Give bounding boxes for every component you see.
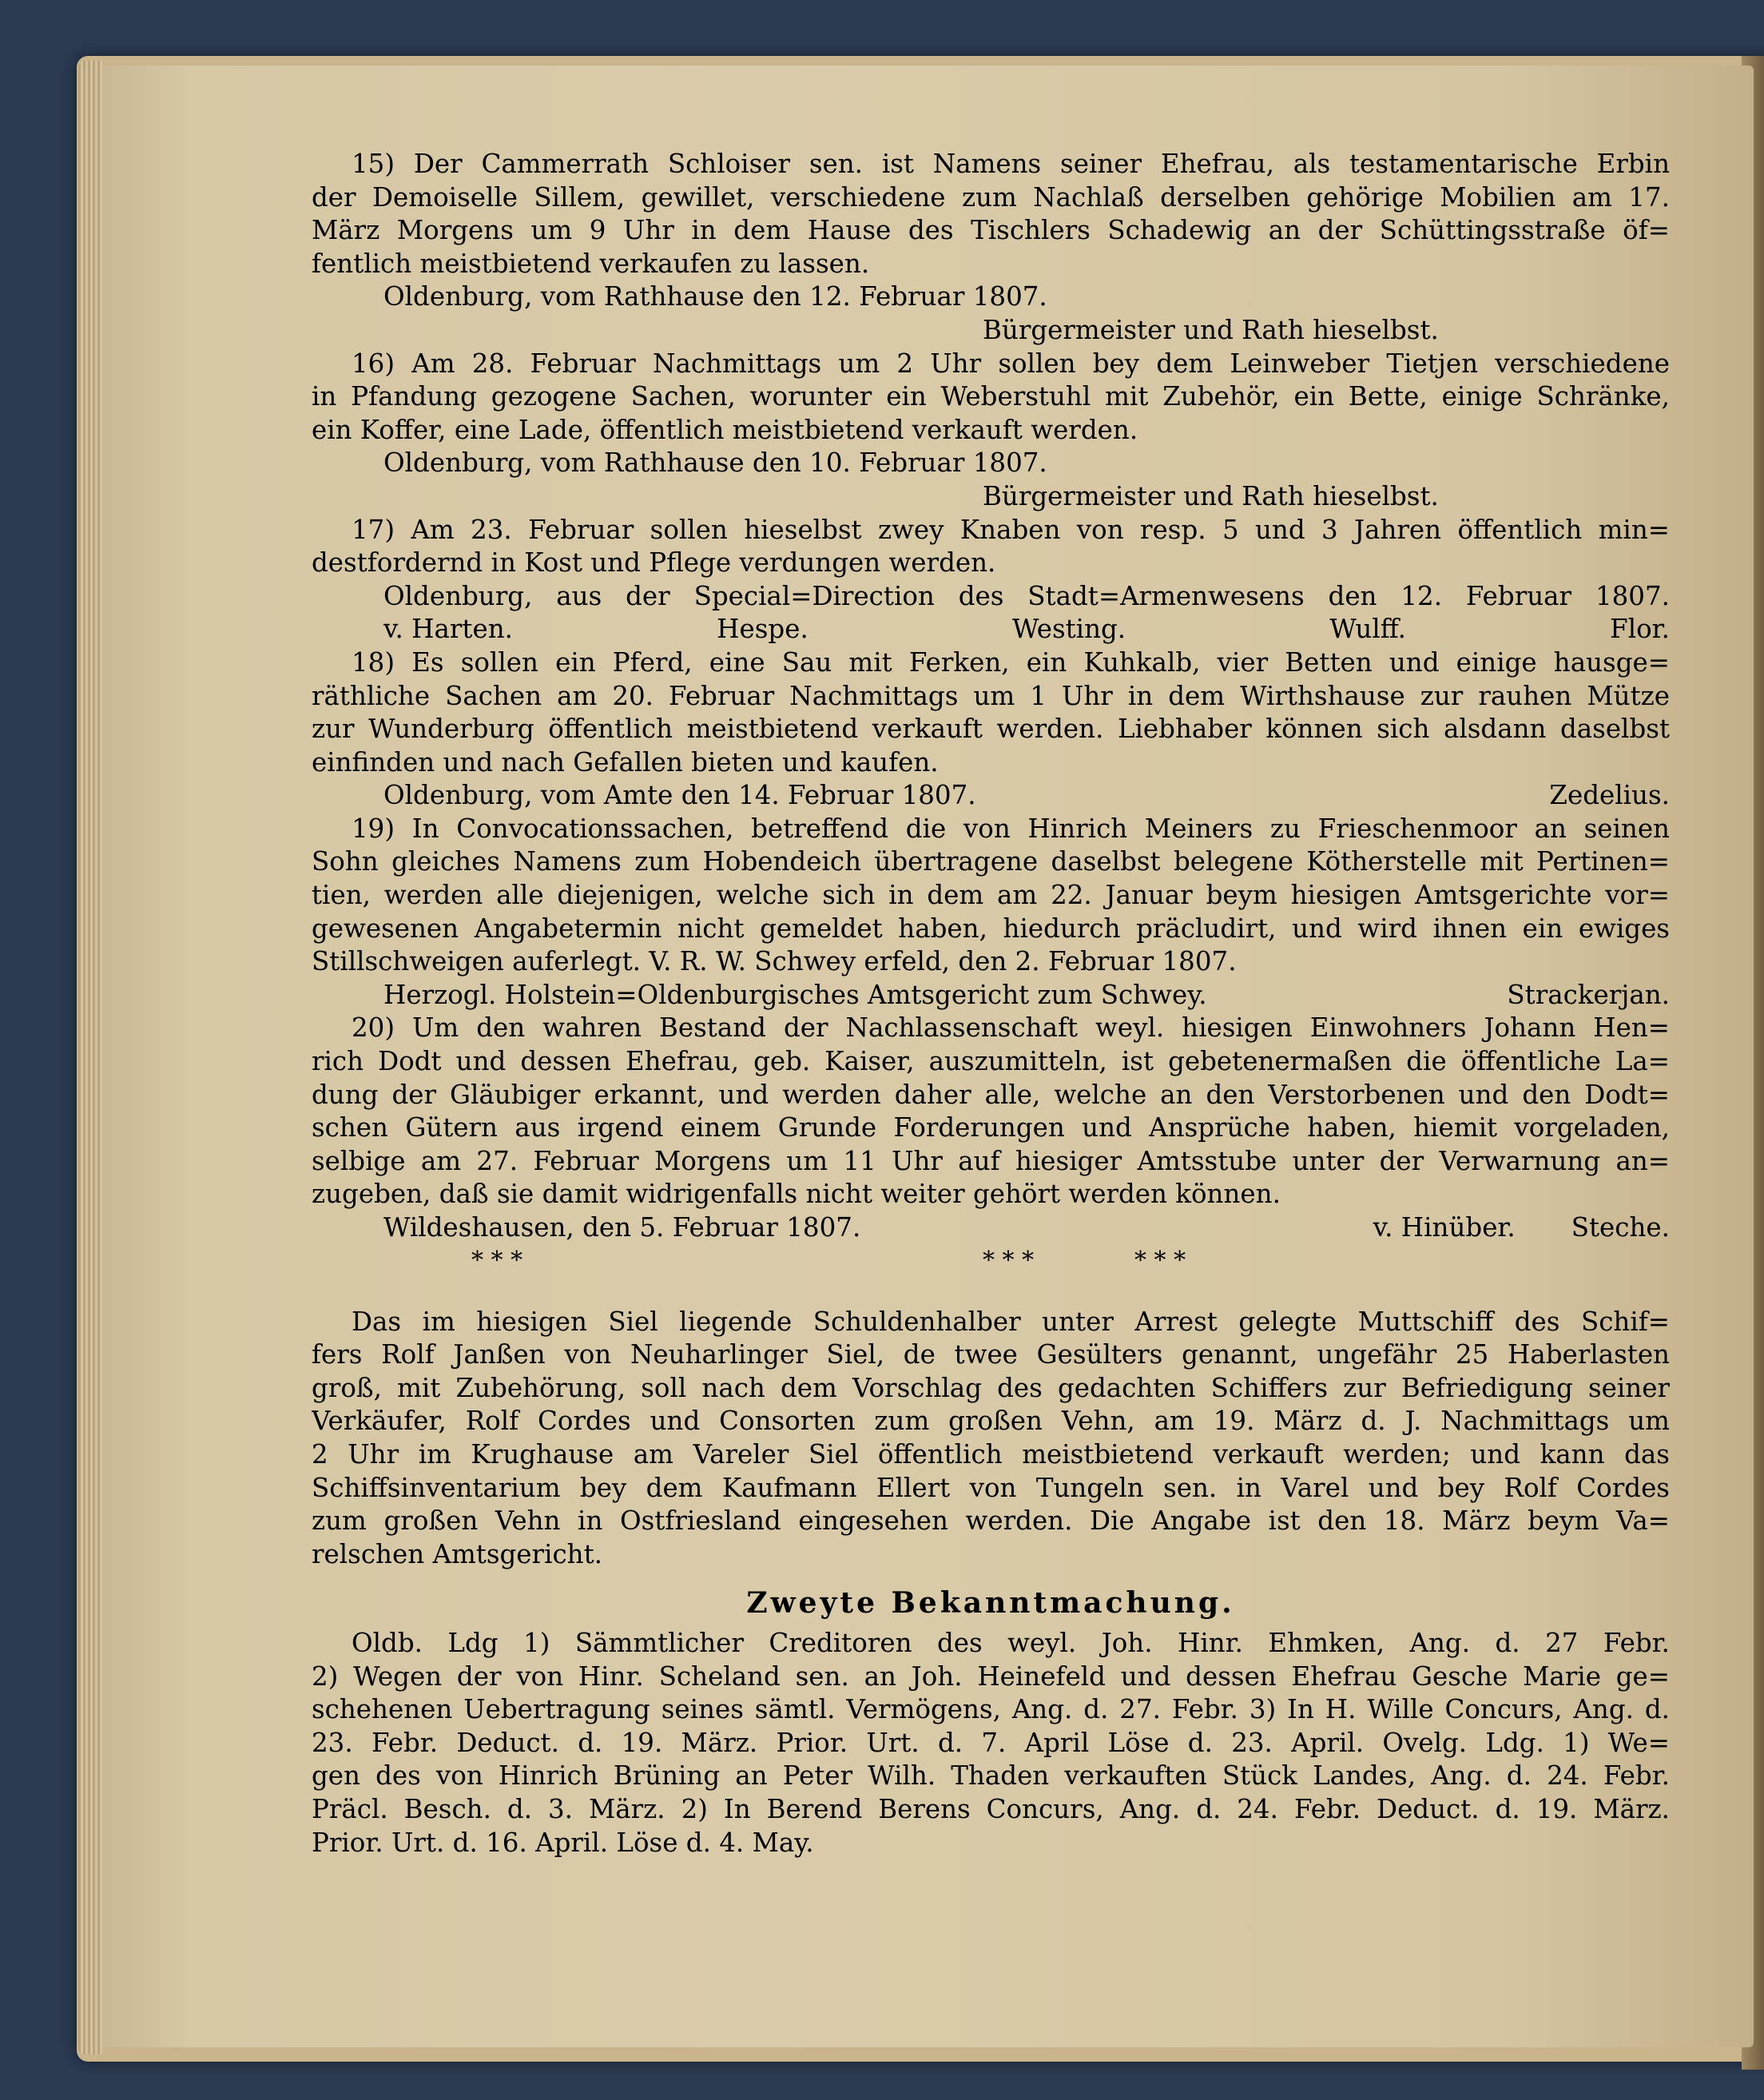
notice-line: räthliche Sachen am 20. Februar Nachmittags um 1 Uhr in dem Wirthshause zur rauhen Mütze: [312, 680, 1670, 711]
notice-line: rich Dodt und dessen Ehefrau, geb. Kaiser, auszumitteln, ist gebetenermaßen die öffentliche La=: [312, 1046, 1670, 1077]
notice-20: [312, 1012, 1670, 1244]
signer: Hespe.: [717, 614, 808, 645]
notice-line: selbige am 27. Februar Morgens um 11 Uhr auf hiesiger Amtsstube unter der Verwarnung an=: [312, 1145, 1670, 1176]
notice-line: gen des von Hinrich Brüning an Peter Wilh. Thaden verkauften Stück Landes, Ang. d. 24. Febr.: [312, 1760, 1670, 1792]
notice-line: schen Gütern aus irgend einem Grunde Forderungen und Ansprüche haben, hiemit vorgeladen,: [312, 1112, 1670, 1143]
notice-line: ein Koffer, eine Lade, öffentlich meistbietend verkauft werden.: [312, 414, 1138, 445]
notice-line: Schiffsinventarium bey dem Kaufmann Ellert von Tungeln sen. in Varel und bey Rolf Cordes: [312, 1472, 1670, 1503]
notice-line: Sohn gleiches Namens zum Hobendeich übertragene daselbst belegene Kötherstelle mit Pertinen=: [312, 846, 1670, 877]
notice-place: Oldenburg, vom Rathhause den 10. Februar 1807.: [383, 447, 1047, 479]
notice-line: 15) Der Cammerrath Schloiser sen. ist Namens seiner Ehefrau, als testamentarische Erbin: [352, 149, 1670, 179]
asterism: * * *: [471, 1246, 523, 1275]
notice-line: Das im hiesigen Siel liegende Schuldenhalber unter Arrest gelegte Muttschiff des Schif=: [352, 1306, 1670, 1337]
signer: Steche.: [1571, 1212, 1670, 1243]
notice-16: [312, 348, 1670, 514]
notice-19: [312, 813, 1670, 1012]
notice-line: 18) Es sollen ein Pferd, eine Sau mit Ferken, ein Kuhkalb, vier Betten und einige hausge=: [352, 646, 1670, 678]
asterism: * * *: [983, 1246, 1035, 1275]
notice-line: 20) Um den wahren Bestand der Nachlassenschaft weyl. hiesigen Einwohners Johann Hen=: [352, 1012, 1670, 1044]
notice-line: Verkäufer, Rolf Cordes und Consorten zum großen Vehn, am 19. März d. J. Nachmittags um: [312, 1406, 1670, 1437]
notice-line: Stillschweigen auferlegt. V. R. W. Schwey erfeld, den 2. Februar 1807.: [312, 946, 1237, 977]
notice-line: destfordernd in Kost und Pflege verdungen werden.: [312, 547, 996, 579]
notice-place: Oldenburg, aus der Special=Direction des Stadt=Armenwesens den 12. Februar 1807.: [383, 580, 1670, 611]
notice-place: Oldenburg, vom Amte den 14. Februar 1807.: [383, 780, 976, 811]
signer: v. Harten.: [383, 614, 513, 645]
page-leaves: [78, 61, 102, 2054]
notice-line: groß, mit Zubehörung, soll nach dem Vorschlag des gedachten Schiffers zur Befriedigung seiner: [312, 1372, 1670, 1403]
notice-place: Oldenburg, vom Rathhause den 12. Februar 1807.: [383, 281, 1047, 312]
notice-signature: Bürgermeister und Rath hieselbst.: [983, 480, 1439, 511]
notice-line: Prior. Urt. d. 16. April. Löse d. 4. May.: [312, 1827, 814, 1858]
notice-line: fentlich meistbietend verkaufen zu lassen.: [312, 248, 870, 279]
notice-line: zum großen Vehn in Ostfriesland eingesehen werden. Die Angabe ist den 18. März beym Va=: [312, 1505, 1670, 1537]
ship-notice: [312, 1306, 1670, 1572]
notice-line: 19) In Convocationssachen, betreffend die von Hinrich Meiners zu Frieschenmoor an seinen: [352, 813, 1670, 844]
notice-15: [312, 148, 1670, 348]
notice-line: der Demoiselle Sillem, gewillet, verschiedene zum Nachlaß derselben gehörige Mobilien am 17.: [312, 181, 1670, 213]
notice-line: zugeben, daß sie damit widrigenfalls nicht weiter gehört werden können.: [312, 1179, 1281, 1210]
signer: Wulff.: [1329, 614, 1406, 645]
notice-footer: [312, 979, 1670, 1012]
notice-17: [312, 514, 1670, 646]
notice-18: [312, 646, 1670, 813]
notice-line: tien, werden alle diejenigen, welche sich in dem am 22. Januar beym hiesigen Amtsgerichte vor=: [312, 880, 1670, 911]
notice-place: Herzogl. Holstein=Oldenburgisches Amtsgericht zum Schwey.: [383, 979, 1207, 1010]
separator: [312, 1245, 1670, 1306]
notice-line: 2 Uhr im Krughause am Vareler Siel öffentlich meistbietend verkauft werden; und kann das: [312, 1438, 1670, 1470]
notice-line: 17) Am 23. Februar sollen hieselbst zwey Knaben von resp. 5 und 3 Jahren öffentlich min=: [352, 514, 1670, 545]
notice-line: Präcl. Besch. d. 3. März. 2) In Berend Berens Concurs, Ang. d. 24. Febr. Deduct. d. 19. März.: [312, 1793, 1670, 1824]
notice-line: März Morgens um 9 Uhr in dem Hause des Tischlers Schadewig an der Schüttingsstraße öf=: [312, 215, 1670, 246]
signer: Strackerjan.: [1507, 979, 1670, 1010]
signer: Westing.: [1011, 614, 1126, 645]
notice-line: relschen Amtsgericht.: [312, 1538, 602, 1569]
notice-footer: [312, 1211, 1670, 1245]
notice-line: einfinden und nach Gefallen bieten und kaufen.: [312, 746, 939, 778]
notice-footer: [312, 779, 1670, 813]
notice-line: gewesenen Angabetermin nicht gemeldet haben, hiedurch präcludirt, und wird ihnen ein ewiges: [312, 913, 1670, 944]
notice-line: in Pfandung gezogene Sachen, worunter ein Weberstuhl mit Zubehör, ein Bette, einige Schränke,: [312, 381, 1670, 412]
notice-signers: [312, 613, 1670, 646]
signer: v. Hinüber.: [1373, 1212, 1516, 1243]
notice-place: Wildeshausen, den 5. Februar 1807.: [383, 1212, 861, 1243]
signer: Zedelius.: [1549, 780, 1670, 811]
notice-line: schehenen Uebertragung seines sämtl. Vermögens, Ang. d. 27. Febr. 3) In H. Wille Concurs, Ang. d.: [312, 1694, 1670, 1725]
notice-line: 16) Am 28. Februar Nachmittags um 2 Uhr sollen bey dem Leinweber Tietjen verschiedene: [352, 348, 1670, 379]
notice-line: 23. Febr. Deduct. d. 19. März. Prior. Urt. d. 7. April Löse d. 23. April. Ovelg. Ldg. 1) We=: [312, 1727, 1670, 1758]
notice-line: dung der Gläubiger erkannt, und werden daher alle, welche an den Verstorbenen und den Dodt=: [312, 1079, 1670, 1110]
notice-line: Oldb. Ldg 1) Sämmtlicher Creditoren des weyl. Joh. Hinr. Ehmken, Ang. d. 27 Febr.: [352, 1627, 1670, 1658]
second-announcement: [312, 1627, 1670, 1859]
notice-line: 2) Wegen der von Hinr. Scheland sen. an Joh. Heinefeld und dessen Ehefrau Gesche Marie ge=: [312, 1661, 1670, 1692]
signer: Flor.: [1610, 614, 1670, 645]
notice-line: zur Wunderburg öffentlich meistbietend verkauft werden. Liebhaber können sich alsdann daselbst: [312, 714, 1670, 745]
notice-signature: Bürgermeister und Rath hieselbst.: [983, 314, 1439, 345]
notice-line: fers Rolf Janßen von Neuharlinger Siel, de twee Gesülters genannt, ungefähr 25 Haberlasten: [312, 1339, 1670, 1370]
asterism: * * *: [1134, 1246, 1186, 1275]
page-text: [312, 148, 1670, 1859]
section-heading: Zweyte Bekanntmachung.: [746, 1586, 1235, 1621]
